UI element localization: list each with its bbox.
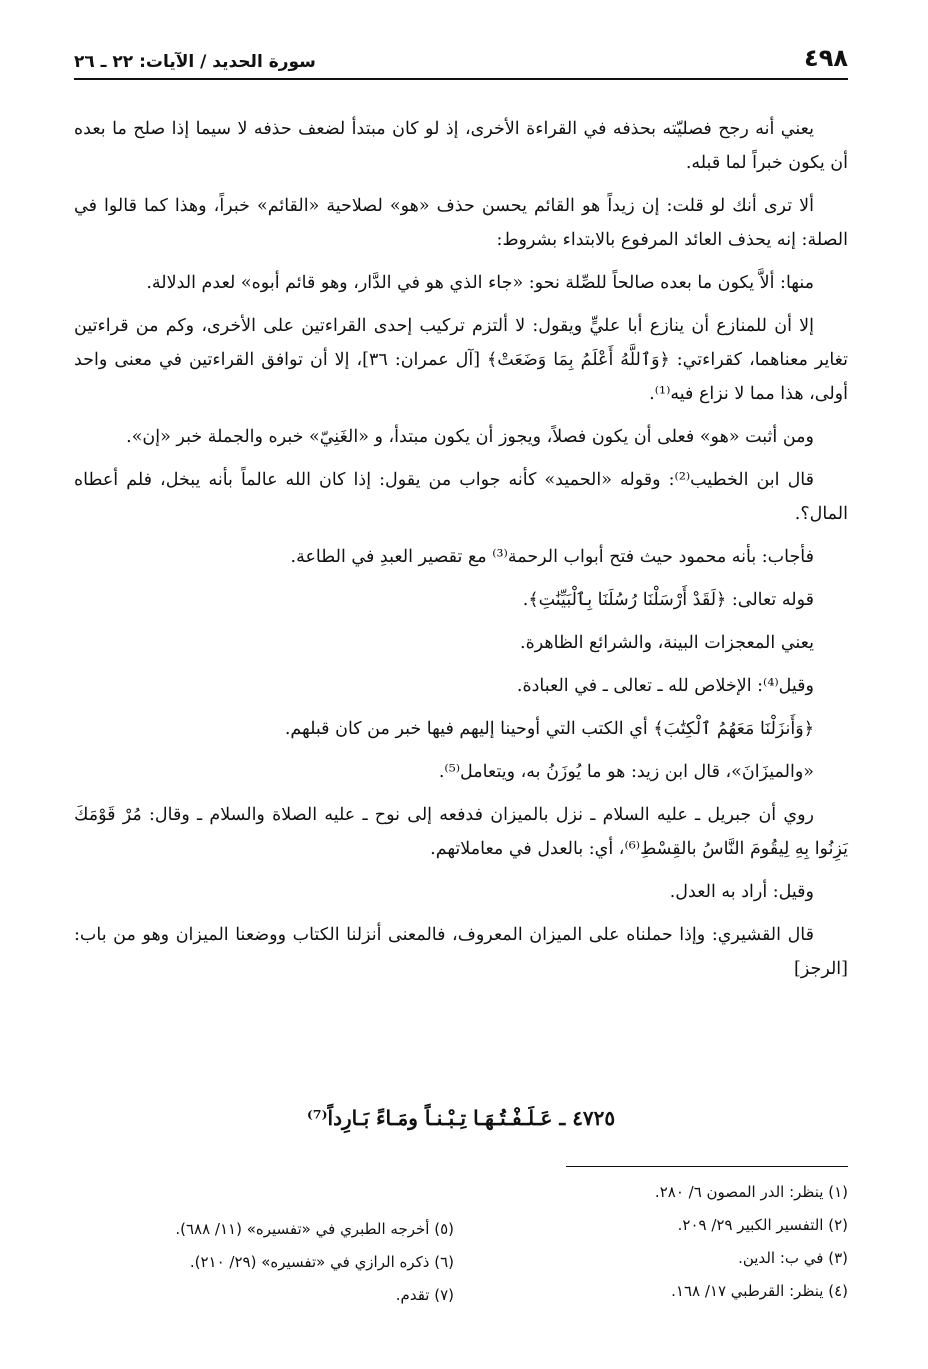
page-number: ٤٩٨ [804, 44, 848, 72]
paragraph: ومن أثبت «هو» فعلى أن يكون فصلاً، ويجوز أن يكون مبتدأ، و «الغَنِيّ» خبره والجملة خبر «إن». [126, 427, 814, 447]
paragraph: قال ابن الخطيب⁽²⁾: وقوله «الحميد» كأنه جواب من يقول: إذا كان الله عالماً بأنه يبخل، فلم أعطاه المال؟. [74, 470, 848, 524]
footnote-divider [566, 1166, 848, 1167]
paragraph: ﴿وَأَنزَلْنَا مَعَهُمُ ٱلْكِتَٰبَ﴾ أي الكتب التي أوحينا إليهم فيها خبر من كان قبلهم. [284, 719, 814, 739]
surah-title: سورة الحديد / الآيات: ٢٢ ـ ٢٦ [74, 52, 316, 72]
footnote: (٥) أخرجه الطبري في «تفسيره» (١١/ ٦٨٨). [175, 1220, 454, 1238]
footnotes-column-right [468, 1176, 848, 1308]
paragraph: قال القشيري: وإذا حملناه على الميزان المعروف، فالمعنى أنزلنا الكتاب ووضعنا الميزان وهو من باب: [الرجز] [74, 925, 848, 979]
paragraph: قوله تعالى: ﴿لَقَدْ أَرْسَلْنَا رُسُلَنَا بِٱلْبَيِّنَٰتِ﴾. [522, 590, 814, 610]
footnotes [74, 1176, 848, 1316]
paragraph: «والميزَانَ»، قال ابن زيد: هو ما يُوزَنُ به، ويتعامل⁽⁵⁾. [438, 762, 814, 782]
footnote: (٦) ذكره الرازي في «تفسيره» (٢٩/ ٢١٠). [189, 1253, 454, 1271]
poetry-verse: ٤٧٢٥ ـ عَـلَـفْـتُـهَـا تِـبْـنـاً ومَـاءً بَـارِداً⁽⁷⁾ [306, 1106, 616, 1130]
footnote: (١) ينظر: الدر المصون ٦/ ٢٨٠. [654, 1183, 848, 1201]
footnote: (٣) في ب: الدين. [738, 1249, 848, 1267]
paragraph: وقيل: أراد به العدل. [669, 882, 814, 902]
paragraph: وقيل⁽⁴⁾: الإخلاص لله ـ تعالى ـ في العبادة. [516, 676, 814, 696]
page-header [74, 40, 848, 80]
paragraph: فأجاب: بأنه محمود حيث فتح أبواب الرحمة⁽³⁾ مع تقصير العبدِ في الطاعة. [290, 547, 814, 567]
footnote: (٤) ينظر: القرطبي ١٧/ ١٦٨. [671, 1282, 848, 1300]
footnotes-column-left [74, 1213, 454, 1312]
paragraph: إلا أن للمنازع أن ينازع أبا عليٍّ ويقول: لا ألتزم تركيب إحدى القراءتين على الأخرى، وكم من قراءتين تغاير معناهما، كقراءتي: ﴿وَٱللَّهُ أَعْلَمُ بِمَا وَضَعَتْ﴾ [آل عمران: ٣٦]، إلا أن توافق القراءتين في معنى واحد أولى، هذا مما لا نزاع فيه⁽¹⁾. [74, 316, 848, 404]
paragraph: يعني أنه رجح فصليّته بحذفه في القراءة الأخرى، إذ لو كان مبتدأ لضعف حذفه لا سيما إذا صلح ما بعده أن يكون خبراً لما قبله. [74, 119, 848, 173]
paragraph: يعني المعجزات البينة، والشرائع الظاهرة. [520, 633, 814, 653]
footnote: (٢) التفسير الكبير ٢٩/ ٢٠٩. [677, 1216, 848, 1234]
paragraph: ألا ترى أنك لو قلت: إن زيداً هو القائم يحسن حذف «هو» لصلاحية «القائم» خبراً، وهذا كما قالوا في الصلة: إنه يحذف العائد المرفوع بالابتداء بشروط: [74, 196, 848, 250]
paragraph: روي أن جبريل ـ عليه السلام ـ نزل بالميزان فدفعه إلى نوح ـ عليه الصلاة والسلام ـ وقال: مُرْ قَوْمَكَ يَزِنُوا بِهِ لِيقُومَ النَّاسُ بالقِسْطِ⁽⁶⁾، أي: بالعدل في معاملاتهم. [74, 805, 848, 859]
paragraph: منها: ألاَّ يكون ما بعده صالحاً للصِّلة نحو: «جاء الذي هو في الدَّار، وهو قائم أبوه» لعدم الدلالة. [146, 273, 814, 293]
main-text [74, 112, 848, 995]
footnote: (٧) تقدم. [395, 1286, 454, 1304]
